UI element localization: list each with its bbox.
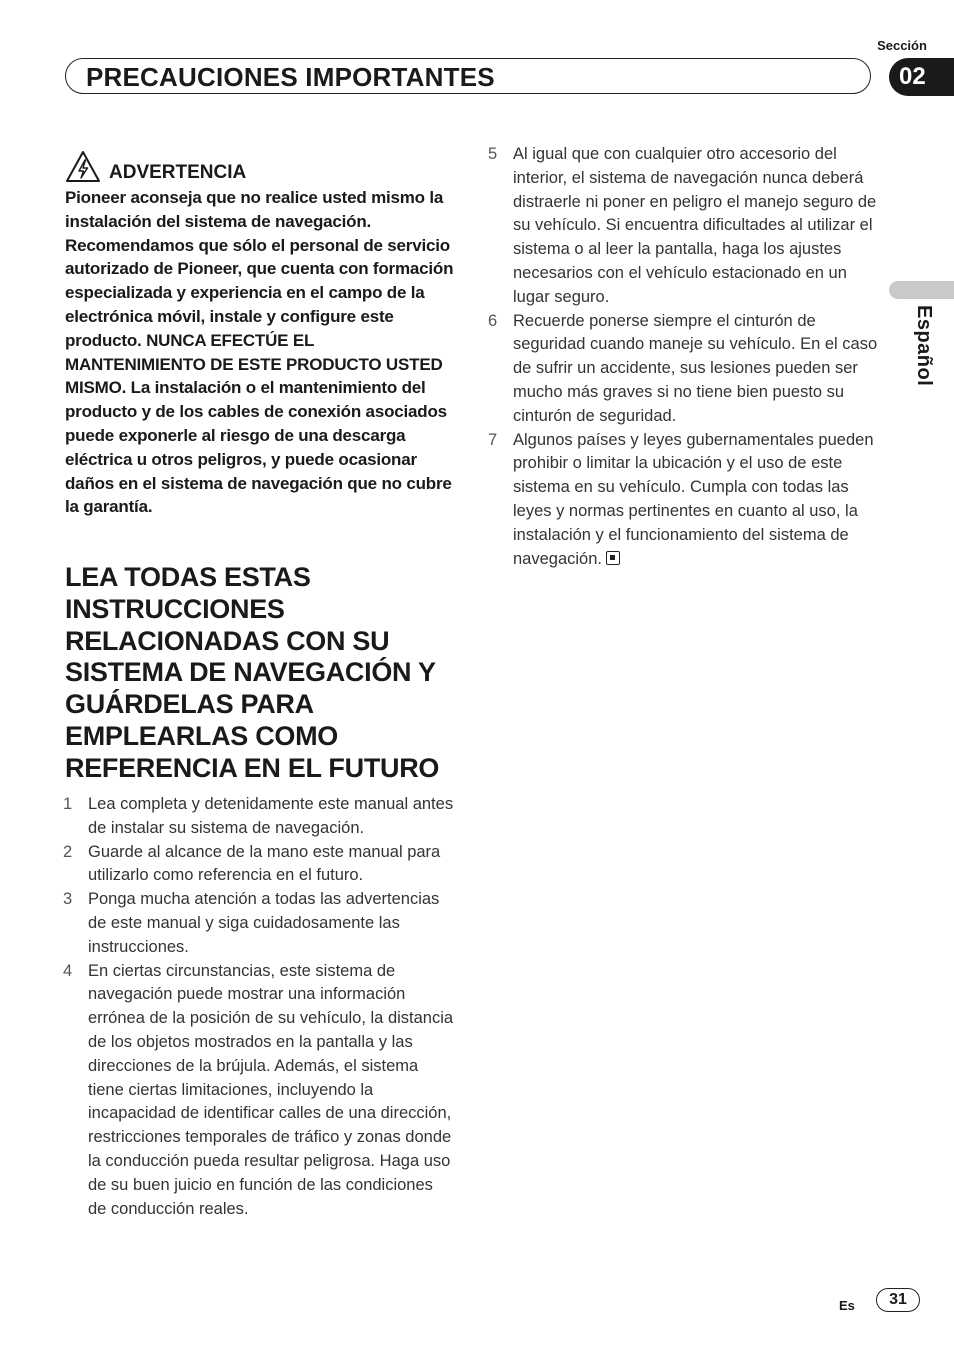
list-item (488, 429, 880, 572)
instructions-list-left (63, 793, 455, 1221)
item-text (513, 429, 880, 572)
footer-language-code: Es (839, 1298, 855, 1313)
warning-body (65, 186, 455, 519)
section-number-badge: 02 (889, 58, 954, 96)
item-text: Al igual que con cualquier otro accesorio del interior, el sistema de navegación nunca deberá distraerle ni poner en peligro el manejo seguro de su vehículo. Si encuentra dificultades al utilizar el sistema o al leer la pantalla, haga los ajustes necesarios con el vehículo estacionado en un lugar seguro. (513, 145, 877, 306)
page-number: 31 (876, 1288, 920, 1312)
end-of-section-icon (606, 551, 620, 565)
item-text: Ponga mucha atención a todas las advertencias de este manual y siga cuidadosamente las instrucciones. (88, 890, 440, 956)
item-text: Guarde al alcance de la mano este manual para utilizarlo como referencia en el futuro. (88, 842, 441, 885)
section-label: Sección (877, 38, 927, 53)
warning-title: ADVERTENCIA (109, 162, 247, 183)
header-bar (65, 58, 871, 94)
item-number: 5 (488, 145, 498, 163)
page-title: PRECAUCIONES IMPORTANTES (86, 62, 495, 92)
warning-box (65, 148, 455, 519)
item-number: 3 (63, 890, 73, 909)
list-item (63, 888, 455, 959)
list-item (488, 143, 880, 310)
list-item (63, 960, 455, 1222)
item-number: 4 (63, 961, 73, 980)
item-number: 1 (63, 795, 73, 813)
item-text: Lea completa y detenidamente este manual antes de instalar su sistema de navegación. (88, 795, 454, 837)
warning-text-3: La instalación o el mantenimiento del producto y de los cables de conexión asociados puede exponerle al riesgo de una descarga eléctrica u otros peligros, y puede ocasionar daños en el sistema de navegación que no cubre la garantía. (65, 378, 452, 517)
item-number: 6 (488, 311, 498, 330)
warning-header (65, 148, 455, 184)
language-tab-marker (889, 281, 954, 299)
item-number: 7 (488, 430, 498, 449)
instructions-list-right (488, 143, 880, 571)
item-text: En ciertas circunstancias, este sistema de navegación puede mostrar una información errónea de la posición de su vehículo, la distancia de los objetos mostrados en la pantalla y las direcciones de la brújula. Además, el sistema tiene ciertas limitaciones, incluyendo la incapacidad de identificar calles de una dirección, restricciones temporales de tráfico y zonas donde la conducción pueda resultar peligrosa. Haga uso de su buen juicio en función de las condiciones de conducción reales. (88, 961, 454, 1218)
warning-triangle-electric-icon (65, 150, 101, 184)
list-item (488, 310, 880, 429)
item-text-content: Algunos países y leyes gubernamentales pueden prohibir o limitar la ubicación y el uso de este sistema en su vehículo. Cumpla con todas las leyes y normas pertinentes en cuanto al uso, la instalación y el funcionamiento del sistema de navegación. (513, 430, 874, 568)
warning-text-1: Pioneer aconseja que no realice usted mismo la instalación del sistema de navegación. Recomendamos que sólo el personal de servicio autorizado de Pioneer, que cuenta con formación especializada y experiencia en el campo de la electrónica móvil, instale y configure este producto. (65, 188, 454, 350)
item-text: Recuerde ponerse siempre el cinturón de seguridad cuando maneje su vehículo. En el caso de sufrir un accidente, sus lesiones pueden ser mucho más graves si no tiene bien puesto su cinturón de seguridad. (513, 311, 878, 425)
warning-text-2: NUNCA EFECTÚE EL MANTENIMIENTO DE ESTE PRODUCTO USTED MISMO. (65, 330, 443, 398)
list-item (63, 841, 455, 889)
language-label: Español (913, 305, 935, 387)
main-heading: LEA TODAS ESTAS INSTRUCCIONES RELACIONADAS CON SU SISTEMA DE NAVEGACIÓN Y GUÁRDELAS PARA EMPLEARLAS COMO REFERENCIA EN EL FUTURO (65, 562, 440, 783)
list-item (63, 793, 455, 841)
item-number: 2 (63, 842, 73, 861)
